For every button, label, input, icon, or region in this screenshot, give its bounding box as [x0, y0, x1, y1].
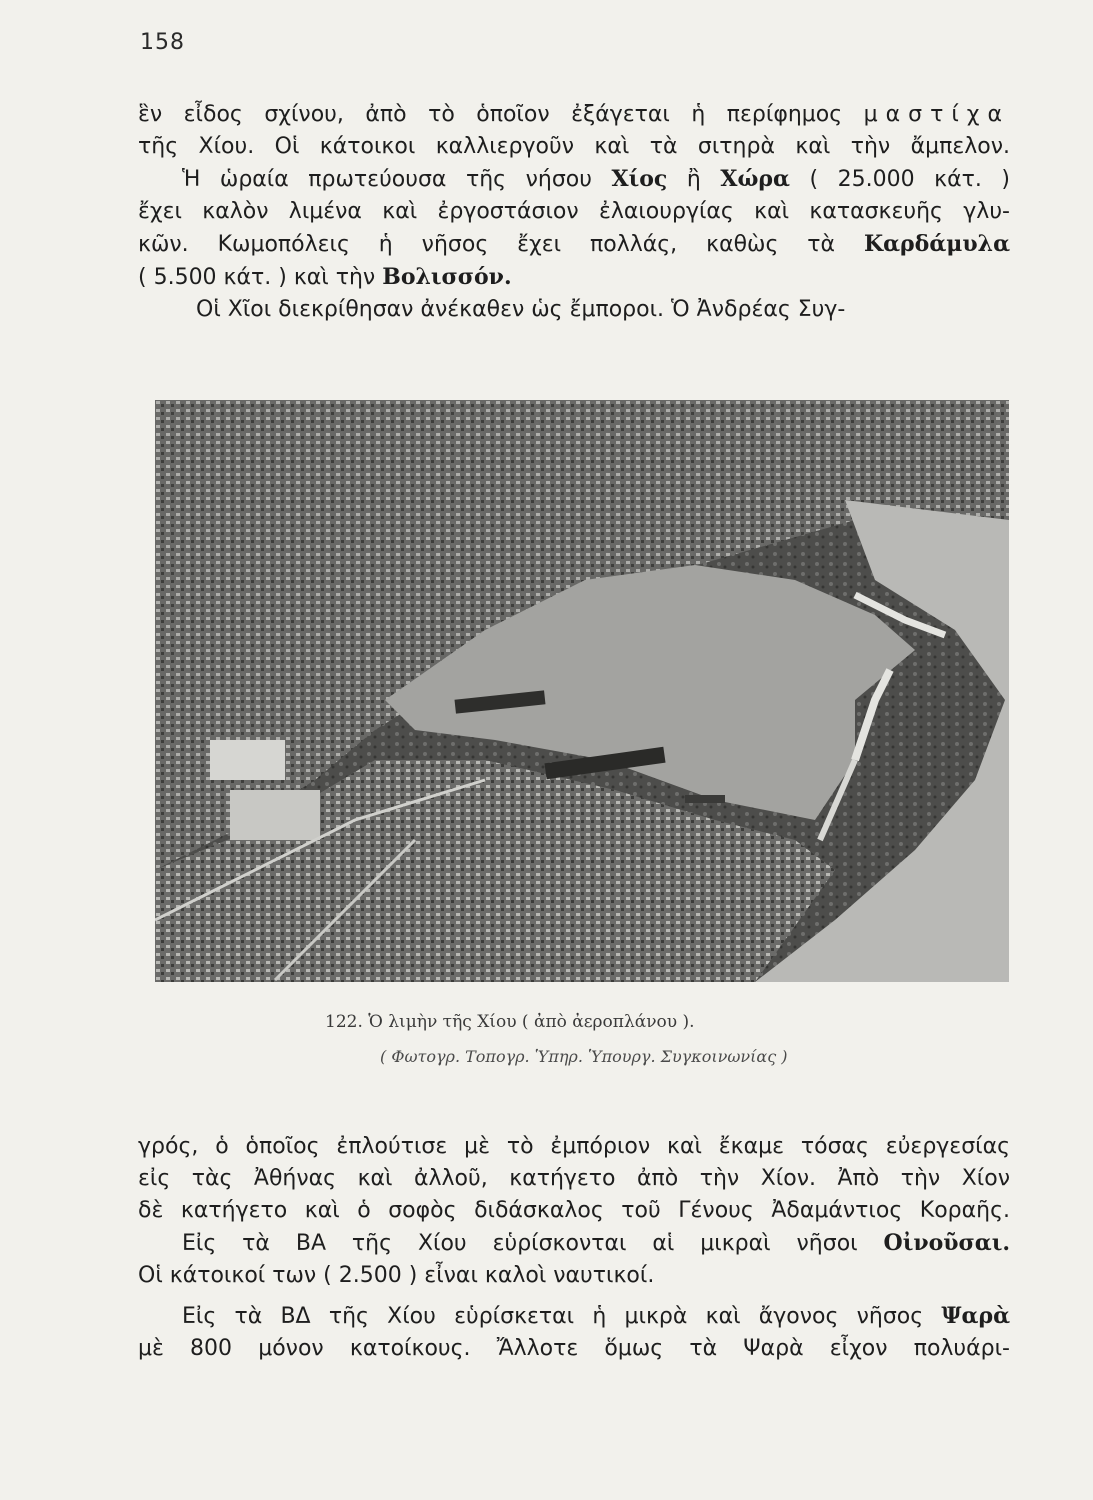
text-line: τῆς Χίου. Οἱ κάτοικοι καλλιεργοῦν καὶ τὰ σιτηρὰ καὶ τὴν ἄμπελον.: [138, 134, 1010, 159]
building: [230, 790, 320, 840]
text-line: εἰς τὰς Ἀθήνας καὶ ἀλλοῦ, κατήγετο ἀπὸ τὴν Χίον. Ἀπὸ τὴν Χίον: [138, 1166, 1010, 1191]
text-line: ἓν εἶδος σχίνου, ἀπὸ τὸ ὁποῖον ἐξάγεται ἡ περίφημος μαστίχα: [138, 102, 1010, 127]
bold-term: Οἰνοῦσαι.: [883, 1230, 1011, 1256]
text-line: Οἱ Χῖοι διεκρίθησαν ἀνέκαθεν ὡς ἔμποροι. Ὁ Ἀνδρέας Συγ-: [196, 297, 846, 322]
bold-term: Ψαρὰ: [941, 1303, 1010, 1329]
figure-caption: 122. Ὁ λιμὴν τῆς Χίου ( ἀπὸ ἀεροπλάνου ).: [325, 1012, 695, 1032]
text-line: Οἱ κάτοικοί των ( 2.500 ) εἶναι καλοὶ ναυτικοί.: [138, 1263, 655, 1288]
paragraph-bottom: [138, 1131, 1010, 1365]
harbor-aerial-photo: [155, 400, 1009, 982]
paragraph-top: [138, 99, 1010, 326]
text-line: Εἰς τὰ ΒΑ τῆς Χίου εὑρίσκονται αἱ μικραὶ νῆσοι Οἰνοῦσαι.: [182, 1230, 1011, 1256]
text-line: κῶν. Κωμοπόλεις ἡ νῆσος ἔχει πολλάς, καθὼς τὰ Καρδάμυλα: [138, 231, 1010, 257]
text-line: ( 5.500 κάτ. ) καὶ τὴν Βολισσόν.: [138, 264, 512, 290]
boat: [685, 795, 725, 803]
page-number: 158: [140, 30, 185, 55]
text-line: δὲ κατήγετο καὶ ὁ σοφὸς διδάσκαλος τοῦ Γένους Ἀδαμάντιος Κοραῆς.: [138, 1198, 1010, 1223]
text-line: Ἡ ὡραία πρωτεύουσα τῆς νήσου Χίος ἢ Χώρα ( 25.000 κάτ. ): [182, 166, 1010, 192]
figure-credit: ( Φωτογρ. Τοπογρ. Ὑπηρ. Ὑπουργ. Συγκοινωνίας ): [380, 1047, 788, 1066]
text-line: Εἰς τὰ ΒΔ τῆς Χίου εὑρίσκεται ἡ μικρὰ καὶ ἄγονος νῆσος Ψαρὰ: [182, 1303, 1010, 1329]
photo-illustration: [155, 400, 1009, 982]
emphasized-word: μαστίχα: [863, 102, 1010, 127]
text-line: μὲ 800 μόνον κατοίκους. Ἄλλοτε ὅμως τὰ Ψαρὰ εἶχον πολυάρι-: [138, 1336, 1010, 1361]
bold-term: Βολισσόν.: [382, 264, 512, 290]
bold-term: Χίος: [611, 166, 668, 192]
text-line: γρός, ὁ ὁποῖος ἐπλούτισε μὲ τὸ ἐμπόριον καὶ ἔκαμε τόσας εὐεργεσίας: [138, 1134, 1010, 1159]
building: [210, 740, 285, 780]
bold-term: Καρδάμυλα: [863, 231, 1010, 257]
text-line: ἔχει καλὸν λιμένα καὶ ἐργοστάσιον ἐλαιουργίας καὶ κατασκευῆς γλυ-: [138, 199, 1010, 224]
bold-term: Χώρα: [720, 166, 790, 192]
